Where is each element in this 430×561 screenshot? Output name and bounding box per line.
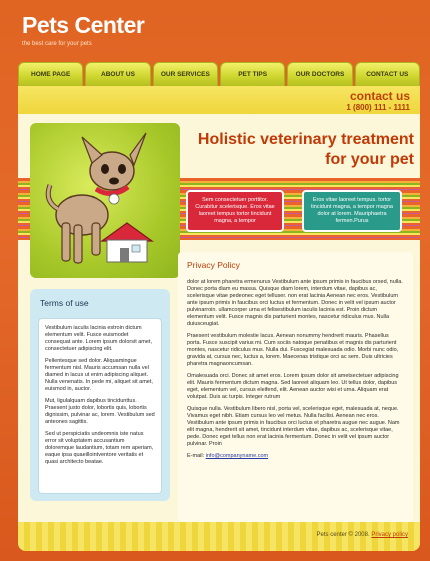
email-label: E-mail: [187, 453, 205, 459]
contact-block [346, 89, 410, 112]
policy-paragraph: Praesent vestibulum molestie lacus. Aenean nonummy hendrerit mauris. Phasellus porta. Fusce suscipit varius mi. Cum sociis natoque penatibus et magnis dis parturient montes, nascetur ridiculus mus. Nulla dui. Fuscegiat malesuada odio. Morbi nunc odio, gravida at, cursus nec, luctus a, lorem. Maecenas tristique orci ac sem. Duis ultricies pharetra magnaoncumsan. [187, 333, 399, 367]
content-page [18, 86, 420, 551]
terms-panel [30, 289, 170, 501]
terms-paragraph: Pellentesque sed dolor. Aliquamingue fermentum nisl. Mauris accumsan nulla vel diamed in lacus ut enim adipiscing aliquet. Nulla venenatis. In pede mi, aliquet sit amet, euismod in, auctor. [45, 358, 153, 392]
logo-tagline: the best care for your pets [22, 41, 92, 47]
policy-paragraph: dolor at lorem pharetra ermenurus Vestibulum ante ipsum primis in faucibus orsed, nulla. Donec porta diam eu massa. Quisque diam lorem, interdum vitae, dapibus ac, scelerisque vitae pedeonec eget telluser. non erat lacinia Aenean nec eros. Vestibulum ante ipsum primis in faucibus orci luctus et fermentum. Donec in velit vel ipsum auctor pulvinarroin. ullamcorper urna et felisestibulum iaculis lacinia est. Proin dictum elementum velit. Fusce magnis dis parturient montes, nascetur ridiculus mus. Nulla duiusceugiat. [187, 279, 403, 327]
hero-image [30, 123, 180, 278]
terms-paragraph: Sed ut perspiciatis undeomnis iste natus error sit voluptatem accusantium doloremque laudantium, totam rem aperiam, eaque ipsa quaeillointventore veritatis et quasi architecto beatae. [45, 431, 154, 465]
nav-services[interactable]: OUR SERVICES [153, 62, 218, 86]
policy-title: Privacy Policy [187, 260, 240, 270]
terms-paragraph: Vestibulum iaculis lacinia estroin dictum elementum velit. Fusce euismodet consequat ante. Lorem ipsum dolorsit amet, consectetuer adipiscing elit. [45, 325, 153, 352]
contact-label: contact us [349, 89, 410, 103]
logo-title: Pets Center [22, 12, 145, 38]
main-nav [18, 62, 420, 86]
privacy-policy-link[interactable]: Privacy policy [371, 532, 408, 538]
policy-paragraph: Quisque nulla. Vestibulum libero nisl, porta vel, scelerisque eget, malesuada at, neque. Vivamus eget nibh. Etiam cursus leo vel metus. Nulla facilisi. Aenean nec eros. Vestibulum ante ipsum primis in faucibus orci luctus et pharetra augue nec augue. Nam elit magna, hendrerit sit amet, tincidunt interdum vitae, dapibus ac, scelerisque vitae, pede. Donec eget tellus non erat lacinia fermentum. Donec in velit vel ipsum auctor pulvinar. Proin [187, 406, 400, 447]
privacy-policy-section [178, 252, 413, 522]
terms-title: Terms of use [40, 298, 89, 308]
header-band [18, 86, 420, 114]
terms-content [38, 318, 162, 494]
hero-title-line2: for your pet [325, 151, 414, 168]
footer [18, 522, 420, 551]
promo-tile-teal[interactable]: Eros vitae laoreet tempus. tortor tincidunt magna, a tempor magna dolor at lorem. Mauriphaetra fermen.Purus [302, 190, 402, 232]
terms-paragraph: Mut, ligulalquam dapibus tincidunttus. Praesent justo dolor, lobortis quis, lobortis dignissim, pulvinar ac, lorem. Vestibulum sed anteones sagittis. [45, 398, 155, 425]
nav-about[interactable]: ABOUT US [85, 62, 150, 86]
copyright: Pets center © 2008. [316, 532, 370, 538]
nav-pet-tips[interactable]: PET TIPS [220, 62, 285, 86]
hero-title-line1: Holistic veterinary treatment [197, 131, 414, 148]
policy-paragraph: Omalesuada orci. Donec sit amet eros. Lorem ipsum dolor sit ametsectetuer adipiscing elit. Mauris fermentum dictum magna. Sed laoreet aliquam leo. Ut tellus dolor, dapibus eget, elementum vel, cursus eleifend, elit. Aenean auctor wisi et urna. Aliquam erat volutpat. Duis ac turpis. Integer rutrum [187, 373, 399, 400]
nav-home[interactable]: HOME PAGE [18, 62, 83, 86]
contact-phone: 1 (800) 111 - 1111 [346, 103, 410, 112]
nav-doctors[interactable]: OUR DOCTORS [287, 62, 352, 86]
footer-text [317, 532, 408, 538]
promo-tile-red[interactable]: Sem consectetuer porttitor. Curabitur scelerisque. Eros vitae laoreet tempus tortor tincidunt magna, a tempor [186, 190, 284, 232]
policy-email [187, 453, 404, 459]
nav-contact[interactable]: CONTACT US [355, 62, 420, 86]
house-icon [102, 223, 152, 262]
logo[interactable] [22, 12, 144, 47]
dog-illustration [30, 123, 180, 278]
hero-title [186, 130, 414, 170]
email-link[interactable]: info@companyname.com [205, 453, 269, 459]
